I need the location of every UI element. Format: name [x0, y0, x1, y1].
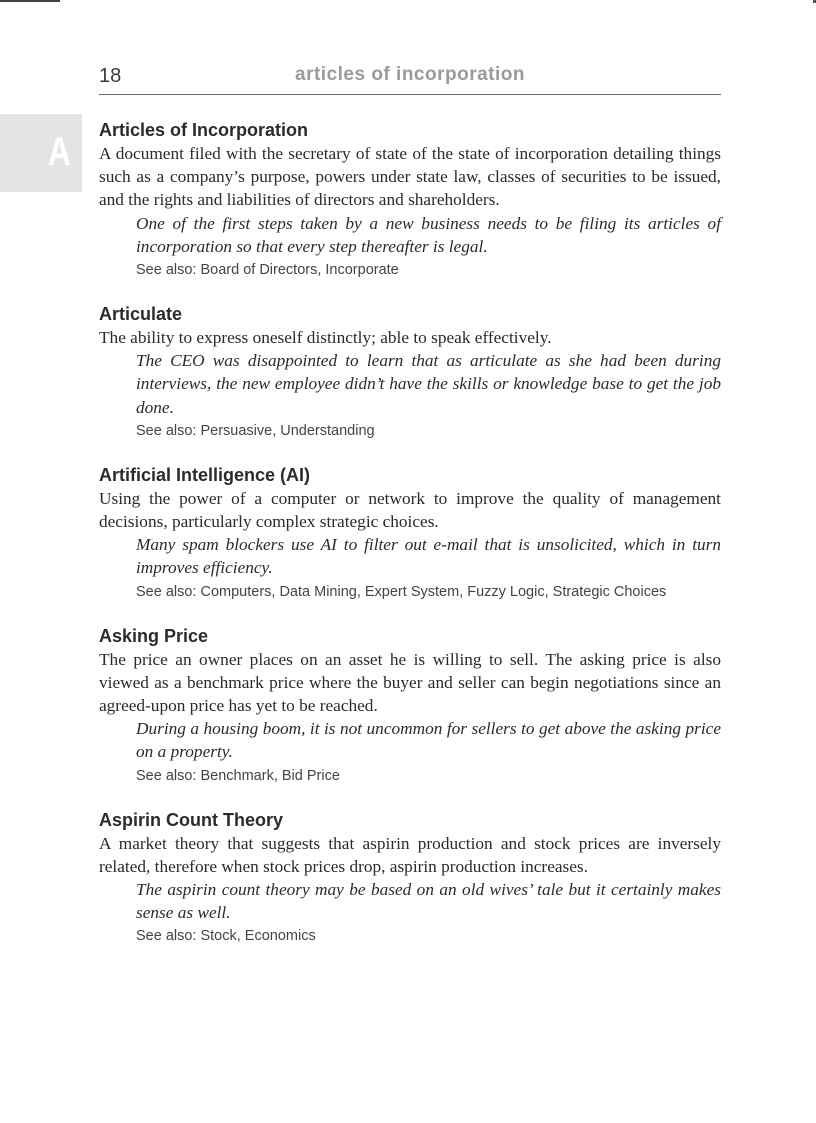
thumb-index-letter: A	[47, 130, 71, 174]
entry-definition: Using the power of a computer or network to improve the quality of management decisions, particularly complex strategic choices.	[99, 488, 721, 532]
glossary-entry	[99, 302, 721, 443]
running-head: articles of incorporation	[295, 64, 525, 85]
entry-term: Artificial Intelligence (AI)	[99, 464, 311, 485]
entry-see-also: See also: Stock, Economics	[136, 928, 316, 945]
entry-term: Aspirin Count Theory	[99, 809, 283, 830]
entry-example: The aspirin count theory may be based on an old wives’ tale but it certainly makes sense as well.	[136, 880, 721, 923]
entry-definition: The ability to express oneself distinctly; able to speak effectively.	[99, 328, 552, 348]
entry-term: Articles of Incorporation	[99, 120, 309, 140]
glossary-entry	[99, 624, 721, 788]
entry-see-also: See also: Computers, Data Mining, Expert System, Fuzzy Logic, Strategic Choices	[136, 583, 667, 600]
entry-example: One of the first steps taken by a new business needs to be filing its articles of incorporation so that every step thereafter is legal.	[136, 213, 721, 256]
entry-definition: A document filed with the secretary of state of the state of incorporation detailing things such as a company’s purpose, powers under state law, classes of securities to be issued, and the rights and liabilities of directors and shareholders.	[99, 144, 721, 210]
entry-definition: A market theory that suggests that aspirin production and stock prices are inversely related, therefore when stock prices drop, aspirin production increases.	[99, 833, 721, 876]
entry-definition: The price an owner places on an asset he is willing to sell. The asking price is also viewed as a benchmark price where the buyer and seller can begin negotiations since an agreed-upon price has yet to be reached.	[99, 649, 721, 716]
glossary-entry	[99, 463, 721, 604]
entry-see-also: See also: Board of Directors, Incorporate	[136, 262, 399, 279]
crop-mark	[0, 0, 60, 2]
entry-example: During a housing boom, it is not uncommon for sellers to get above the asking price on a property.	[136, 719, 721, 762]
entry-see-also: See also: Persuasive, Understanding	[136, 422, 375, 439]
entry-example: The CEO was disappointed to learn that as articulate as she had been during interviews, the new employee didn’t have the skills or knowledge base to get the job done.	[136, 351, 721, 417]
thumb-index-tab	[0, 114, 82, 192]
glossary-entry	[99, 118, 721, 282]
glossary-entry	[99, 808, 721, 949]
entry-example: Many spam blockers use AI to filter out e-mail that is unsolicited, which in turn improves efficiency.	[136, 535, 721, 578]
entry-see-also: See also: Benchmark, Bid Price	[136, 767, 340, 784]
entry-term: Articulate	[99, 304, 183, 325]
glossary-entries	[99, 118, 721, 968]
entry-term: Asking Price	[99, 625, 209, 646]
page-header	[99, 62, 721, 95]
page-number: 18	[99, 65, 122, 87]
